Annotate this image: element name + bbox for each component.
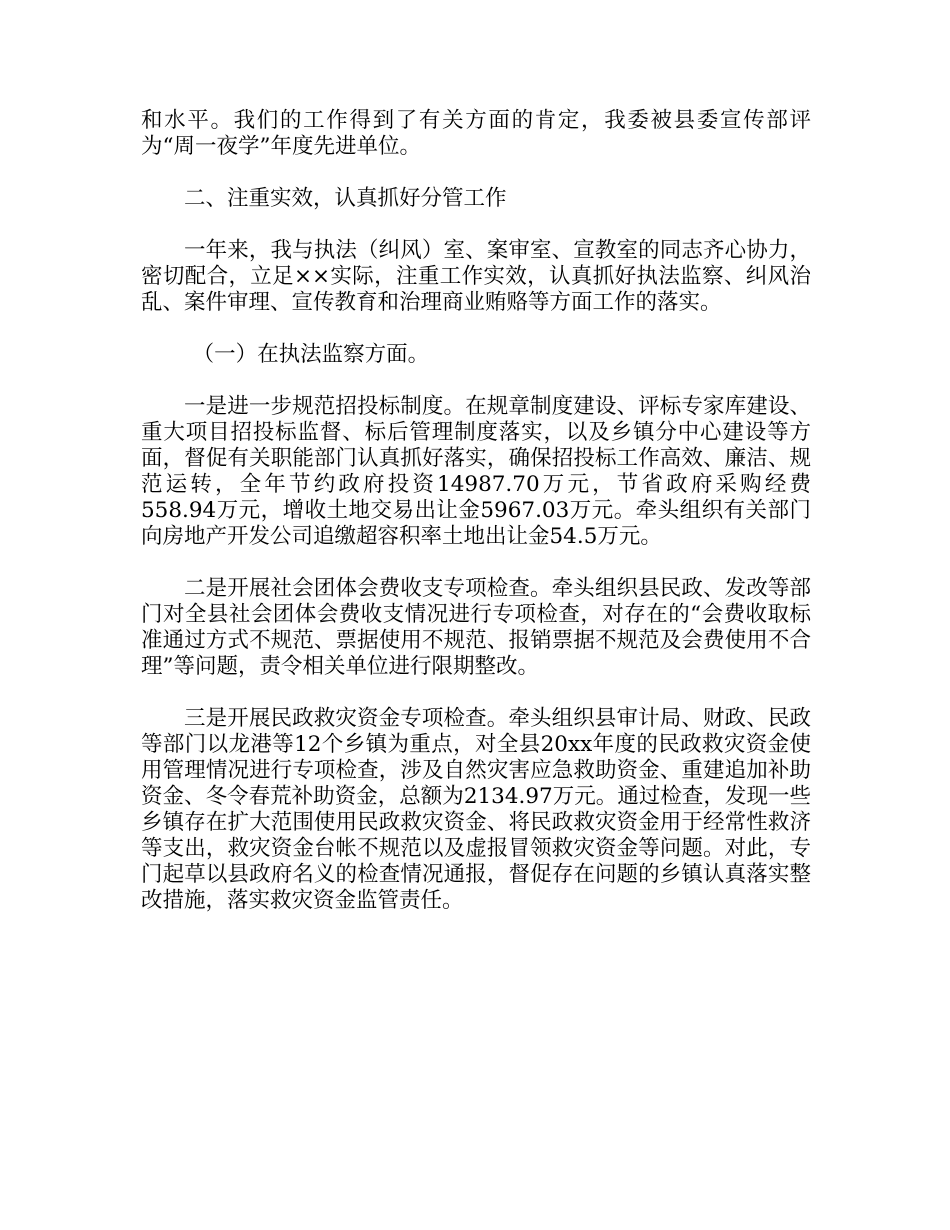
paragraph-item-1: 一是进一步规范招投标制度。在规章制度建设、评标专家库建设、重大项目招投标监督、标后管理制度落实，以及乡镇分中心建设等方面，督促有关职能部门认真抓好落实，确保招投标工作高效、廉洁、规范运转，全年节约政府投资14987.70万元，节省政府采购经费558.94万元，增收土地交易出让金5967.03万元。牵头组织有关部门向房地产开发公司追缴超容积率土地出让金54.5万元。 xyxy=(141,394,811,549)
section-heading: 二、注重实效，认真抓好分管工作 xyxy=(184,186,507,211)
document-body xyxy=(141,108,811,940)
paragraph-intro: 一年来，我与执法（纠风）室、案审室、宣教室的同志齐心协力，密切配合，立足××实际，注重工作实效，认真抓好执法监察、纠风治乱、案件审理、宣传教育和治理商业贿赂等方面工作的落实。 xyxy=(141,238,811,315)
paragraph-item-3: 三是开展民政救灾资金专项检查。牵头组织县审计局、财政、民政等部门以龙港等12个乡镇为重点，对全县20xx年度的民政救灾资金使用管理情况进行专项检查，涉及自然灾害应急救助资金、重建追加补助资金、冬令春荒补助资金，总额为2134.97万元。通过检查，发现一些乡镇存在扩大范围使用民政救灾资金、将民政救灾资金用于经常性救济等支出，救灾资金台帐不规范以及虚报冒领救灾资金等问题。对此，专门起草以县政府名义的检查情况通报，督促存在问题的乡镇认真落实整改措施，落实救灾资金监管责任。 xyxy=(141,706,811,913)
paragraph-continuation: 和水平。我们的工作得到了有关方面的肯定，我委被县委宣传部评为“周一夜学”年度先进单位。 xyxy=(141,108,811,159)
paragraph-item-2: 二是开展社会团体会费收支专项检查。牵头组织县民政、发改等部门对全县社会团体会费收支情况进行专项检查，对存在的“会费收取标准通过方式不规范、票据使用不规范、报销票据不规范及会费使用不合理”等问题，责令相关单位进行限期整改。 xyxy=(141,576,811,679)
subsection-heading: （一）在执法监察方面。 xyxy=(192,342,430,367)
